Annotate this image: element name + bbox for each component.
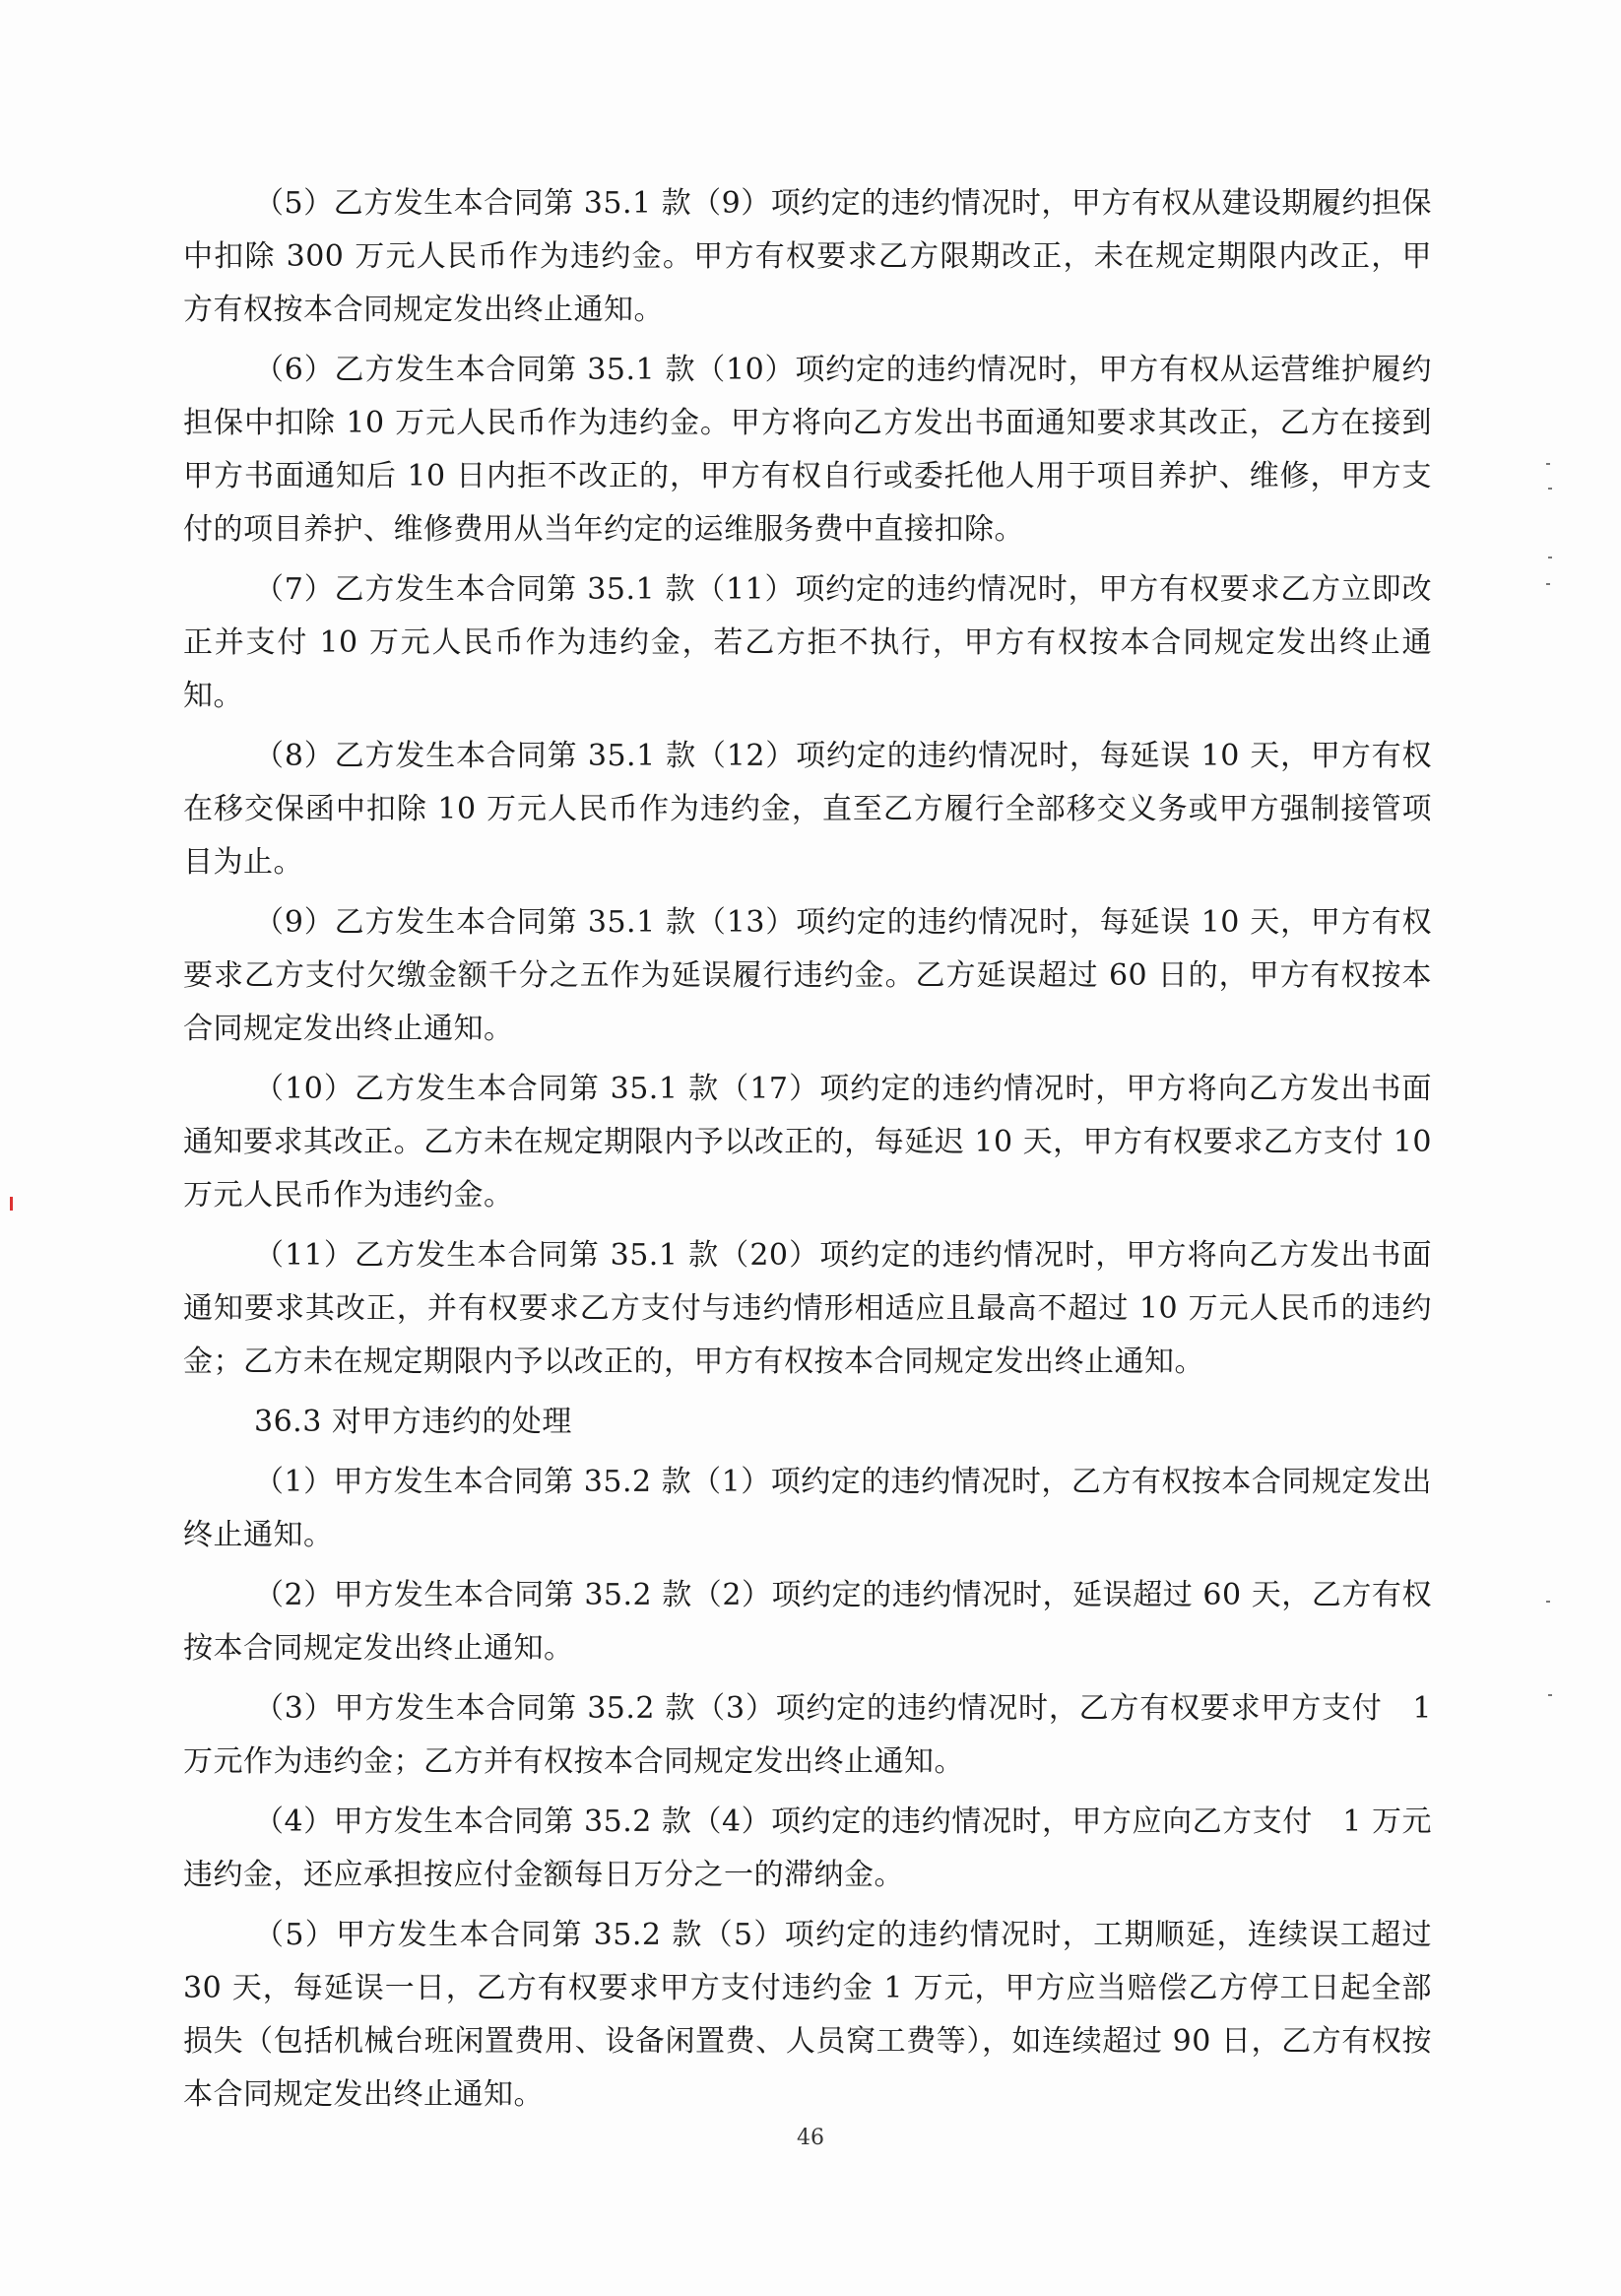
scan-mark	[1546, 463, 1550, 465]
paragraph-9: （9）乙方发生本合同第 35.1 款（13）项约定的违约情况时，每延误 10 天，甲方有权要求乙方支付欠缴金额千分之五作为延误履行违约金。乙方延误超过 60 日的，甲方有权按本合同规定发出终止通知。	[183, 905, 1432, 1046]
page-number: 46	[797, 2126, 824, 2150]
section-paragraph-4: （4）甲方发生本合同第 35.2 款（4）项约定的违约情况时，甲方应向乙方支付 1 万元违约金，还应承担按应付金额每日万分之一的滞纳金。	[183, 1804, 1432, 1892]
scan-mark	[1548, 488, 1552, 490]
scan-mark	[1548, 1694, 1552, 1696]
paragraph-8: （8）乙方发生本合同第 35.1 款（12）项约定的违约情况时，每延误 10 天，甲方有权在移交保函中扣除 10 万元人民币作为违约金，直至乙方履行全部移交义务或甲方强制接管项目为止。	[183, 739, 1432, 880]
section-paragraph-2: （2）甲方发生本合同第 35.2 款（2）项约定的违约情况时，延误超过 60 天，乙方有权按本合同规定发出终止通知。	[183, 1578, 1432, 1666]
section-paragraph-5: （5）甲方发生本合同第 35.2 款（5）项约定的违约情况时，工期顺延，连续误工超过 30 天，每延误一日，乙方有权要求甲方支付违约金 1 万元，甲方应当赔偿乙方停工日起全部损失（包括机械台班闲置费用、设备闲置费、人员窝工费等），如连续超过 90 日，乙方有权按本合同规定发出终止通知。	[183, 1918, 1432, 2112]
scan-mark	[1548, 557, 1552, 558]
section-paragraph-3: （3）甲方发生本合同第 35.2 款（3）项约定的违约情况时，乙方有权要求甲方支付 1 万元作为违约金；乙方并有权按本合同规定发出终止通知。	[183, 1691, 1432, 1779]
scan-mark-red	[10, 1197, 13, 1211]
paragraph-10: （10）乙方发生本合同第 35.1 款（17）项约定的违约情况时，甲方将向乙方发出书面通知要求其改正。乙方未在规定期限内予以改正的，每延迟 10 天，甲方有权要求乙方支付 10 万元人民币作为违约金。	[183, 1072, 1432, 1213]
paragraph-5: （5）乙方发生本合同第 35.1 款（9）项约定的违约情况时，甲方有权从建设期履约担保中扣除 300 万元人民币作为违约金。甲方有权要求乙方限期改正，未在规定期限内改正，甲方有权按本合同规定发出终止通知。	[183, 186, 1432, 327]
scan-mark	[1546, 1601, 1550, 1603]
paragraph-7: （7）乙方发生本合同第 35.1 款（11）项约定的违约情况时，甲方有权要求乙方立即改正并支付 10 万元人民币作为违约金，若乙方拒不执行，甲方有权按本合同规定发出终止通知。	[183, 572, 1432, 713]
paragraph-11: （11）乙方发生本合同第 35.1 款（20）项约定的违约情况时，甲方将向乙方发出书面通知要求其改正，并有权要求乙方支付与违约情形相适应且最高不超过 10 万元人民币的违约金；乙方未在规定期限内予以改正的，甲方有权按本合同规定发出终止通知。	[183, 1238, 1432, 1379]
section-paragraph-1: （1）甲方发生本合同第 35.2 款（1）项约定的违约情况时，乙方有权按本合同规定发出终止通知。	[183, 1465, 1432, 1552]
section-heading: 36.3 对甲方违约的处理	[254, 1405, 572, 1439]
paragraph-6: （6）乙方发生本合同第 35.1 款（10）项约定的违约情况时，甲方有权从运营维护履约担保中扣除 10 万元人民币作为违约金。甲方将向乙方发出书面通知要求其改正，乙方在接到甲方书面通知后 10 日内拒不改正的，甲方有权自行或委托他人用于项目养护、维修，甲方支付的项目养护、维修费用从当年约定的运维服务费中直接扣除。	[183, 353, 1432, 547]
document-body	[183, 177, 1432, 2129]
scan-mark	[1546, 583, 1550, 585]
